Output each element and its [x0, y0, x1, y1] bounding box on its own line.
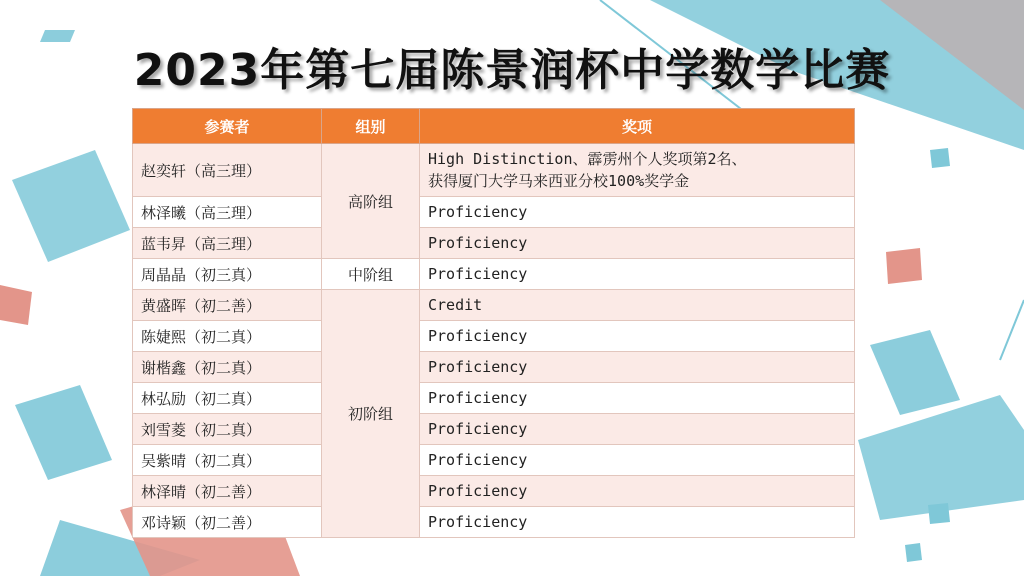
group-cell-middle: 中阶组	[322, 259, 420, 290]
table-row	[133, 321, 855, 352]
table-row	[133, 197, 855, 228]
column-header-award: 奖项	[420, 109, 855, 144]
table-row	[133, 476, 855, 507]
table-row	[133, 290, 855, 321]
award-cell: Proficiency	[420, 228, 855, 259]
award-cell: Proficiency	[420, 321, 855, 352]
participant-name: 陈婕熙（初二真）	[133, 321, 322, 352]
table-row	[133, 507, 855, 538]
award-cell: Proficiency	[420, 352, 855, 383]
participant-name: 林泽晴（初二善）	[133, 476, 322, 507]
column-header-participant: 参赛者	[133, 109, 322, 144]
table-row	[133, 352, 855, 383]
award-cell	[420, 144, 855, 197]
table-row	[133, 414, 855, 445]
award-cell: Proficiency	[420, 259, 855, 290]
table-row	[133, 144, 855, 197]
participant-name: 林弘励（初二真）	[133, 383, 322, 414]
award-cell: Proficiency	[420, 414, 855, 445]
group-cell-senior: 高阶组	[322, 144, 420, 259]
awards-table	[132, 108, 855, 538]
participant-name: 蓝韦昇（高三理）	[133, 228, 322, 259]
participant-name: 吴紫晴（初二真）	[133, 445, 322, 476]
award-cell: Proficiency	[420, 383, 855, 414]
participant-name: 刘雪菱（初二真）	[133, 414, 322, 445]
award-cell: Proficiency	[420, 445, 855, 476]
table-row	[133, 445, 855, 476]
award-cell: Proficiency	[420, 476, 855, 507]
participant-name: 林泽曦（高三理）	[133, 197, 322, 228]
participant-name: 黄盛晖（初二善）	[133, 290, 322, 321]
award-cell: Proficiency	[420, 507, 855, 538]
table-row	[133, 383, 855, 414]
award-text-line: High Distinction、霹雳州个人奖项第2名、	[428, 150, 747, 168]
award-cell: Proficiency	[420, 197, 855, 228]
award-text-line: 获得厦门大学马来西亚分校100%奖学金	[428, 172, 690, 190]
participant-name: 赵奕轩（高三理）	[133, 144, 322, 197]
participant-name: 谢楷鑫（初二真）	[133, 352, 322, 383]
page-title: 2023年第七届陈景润杯中学数学比赛	[133, 45, 891, 96]
group-cell-junior: 初阶组	[322, 290, 420, 538]
award-cell: Credit	[420, 290, 855, 321]
column-header-group: 组别	[322, 109, 420, 144]
table-header-row	[133, 109, 855, 144]
participant-name: 周晶晶（初三真）	[133, 259, 322, 290]
table-row	[133, 228, 855, 259]
table-row	[133, 259, 855, 290]
participant-name: 邓诗颖（初二善）	[133, 507, 322, 538]
